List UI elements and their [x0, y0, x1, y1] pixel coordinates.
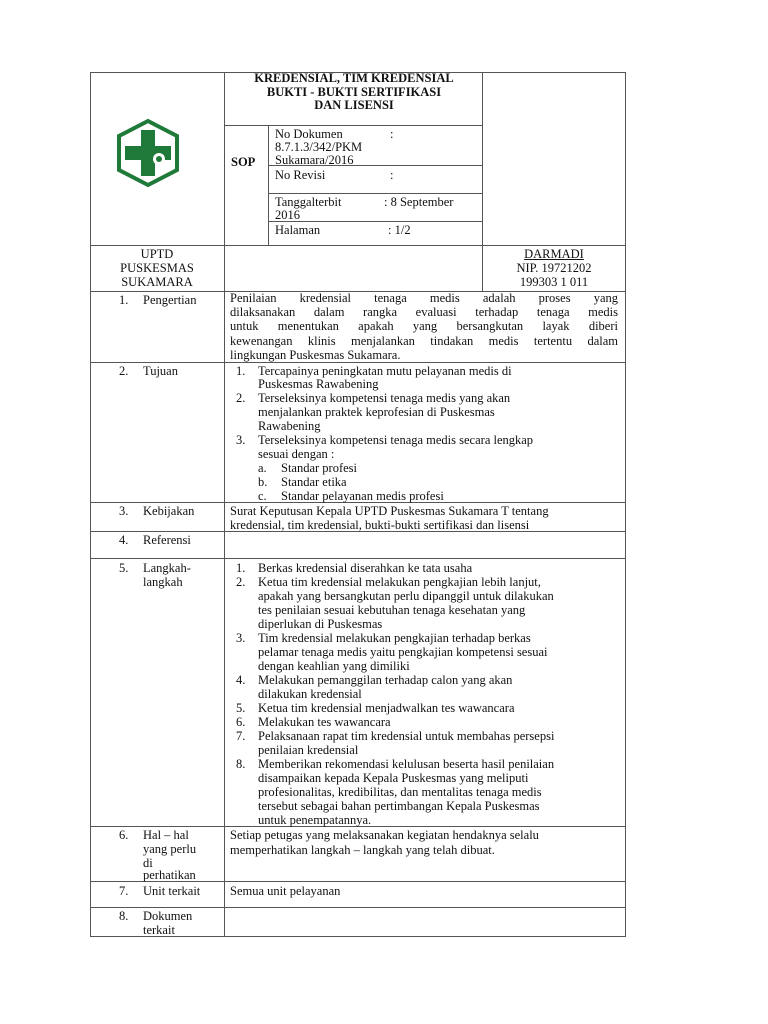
- header-divider: [268, 221, 482, 222]
- kebijakan-text: Surat Keputusan Kepala UPTD Puskesmas Sukamara T tentang: [230, 504, 549, 518]
- text-line: untuk menentukan apakah yang bersangkutan layak diberi: [230, 319, 618, 334]
- list-item: pelamar tenaga medis yaitu pengkajian kompetensi sesuai: [258, 645, 548, 659]
- revisi-label: No Revisi: [275, 168, 326, 182]
- body-divider: [90, 558, 626, 559]
- list-item: Berkas kredensial diserahkan ke tata usaha: [258, 561, 473, 575]
- doc-no-value: 8.7.1.3/342/PKM: [275, 140, 363, 154]
- list-number: 3.: [236, 631, 246, 645]
- sublist-item: Standar etika: [281, 475, 347, 489]
- org-name: UPTD: [140, 247, 174, 261]
- revisi-colon: :: [390, 168, 394, 182]
- section-number: 3.: [119, 504, 129, 518]
- kebijakan-text: kredensial, tim kredensial, bukti-bukti sertifikasi dan lisensi: [230, 518, 530, 532]
- header-divider: [268, 125, 269, 245]
- signer-nip: NIP. 19721202: [516, 261, 592, 275]
- list-number: 1.: [236, 364, 246, 378]
- list-number: 7.: [236, 729, 246, 743]
- list-item: penilaian kredensial: [258, 743, 359, 757]
- list-item: dilakukan kredensial: [258, 687, 362, 701]
- hal-text: Setiap petugas yang melaksanakan kegiatan hendaknya selalu: [230, 828, 539, 842]
- list-item: Melakukan tes wawancara: [258, 715, 391, 729]
- list-item: diperlukan di Puskesmas: [258, 617, 383, 631]
- section-label: Pengertian: [143, 293, 197, 307]
- doc-no-label: No Dokumen: [275, 127, 343, 141]
- section-label: Dokumen: [143, 909, 193, 923]
- org-name: PUSKESMAS: [120, 261, 194, 275]
- list-number: 5.: [236, 701, 246, 715]
- list-item: Puskesmas Rawabening: [258, 377, 379, 391]
- list-number: 4.: [236, 673, 246, 687]
- sublist-item: Standar profesi: [281, 461, 358, 475]
- list-number: 8.: [236, 757, 246, 771]
- section-number: 1.: [119, 293, 129, 307]
- terbit-label: Tanggalterbit: [275, 195, 342, 209]
- doc-no-colon: :: [390, 127, 394, 141]
- header-divider: [224, 72, 225, 292]
- list-number: 1.: [236, 561, 246, 575]
- text-line: kewenangan klinis menjalankan tindakan medis tertentu dalam: [230, 333, 618, 348]
- body-divider: [224, 291, 225, 937]
- unit-text: Semua unit pelayanan: [230, 884, 341, 898]
- section-number: 2.: [119, 364, 129, 378]
- terbit-value: : 8 September: [384, 195, 454, 209]
- section-label: Tujuan: [143, 364, 178, 378]
- doc-no-value: Sukamara/2016: [275, 153, 354, 167]
- list-item: tersebut sebagai bahan pertimbangan Kepala Puskesmas: [258, 799, 540, 813]
- list-item: sesuai dengan :: [258, 447, 335, 461]
- halaman-value: : 1/2: [388, 223, 411, 237]
- section-label: Unit terkait: [143, 884, 201, 898]
- list-item: untuk penempatannya.: [258, 813, 372, 827]
- puskesmas-logo: [115, 118, 181, 188]
- halaman-label: Halaman: [275, 223, 321, 237]
- section-number: 8.: [119, 909, 129, 923]
- title-line: KREDENSIAL, TIM KREDENSIAL: [254, 71, 454, 85]
- list-item: dengan keahlian yang dimiliki: [258, 659, 410, 673]
- list-item: Terseleksinya kompetensi tenaga medis secara lengkap: [258, 433, 534, 447]
- section-number: 7.: [119, 884, 129, 898]
- section-number: 4.: [119, 533, 129, 547]
- signer-name: DARMADI: [524, 247, 584, 261]
- list-item: apakah yang bersangkutan perlu dipanggil untuk dilakukan: [258, 589, 554, 603]
- pengertian-text: [230, 291, 618, 362]
- list-item: Pelaksanaan rapat tim kredensial untuk membahas persepsi: [258, 729, 555, 743]
- header-divider: [268, 193, 482, 194]
- list-number: 3.: [236, 433, 246, 447]
- section-label: langkah: [143, 575, 183, 589]
- section-label: Langkah-: [143, 561, 191, 575]
- section-number: 6.: [119, 828, 129, 842]
- list-item: menjalankan praktek keprofesian di Puskesmas: [258, 405, 495, 419]
- list-number: 6.: [236, 715, 246, 729]
- sublist-item: Standar pelayanan medis profesi: [281, 489, 444, 503]
- sublist-letter: b.: [258, 475, 268, 489]
- sop-label: SOP: [231, 155, 256, 169]
- section-label: Hal – hal: [143, 828, 189, 842]
- list-item: tes penilaian sesuai kebutuhan tenaga kesehatan yang: [258, 603, 526, 617]
- text-line: dilaksanakan dalam rangka evaluasi terhadap tenaga medis: [230, 305, 618, 320]
- sublist-letter: c.: [258, 489, 267, 503]
- section-label: yang perlu: [143, 842, 197, 856]
- org-name: SUKAMARA: [121, 275, 193, 289]
- list-item: Terseleksinya kompetensi tenaga medis yang akan: [258, 391, 511, 405]
- list-number: 2.: [236, 391, 246, 405]
- list-item: Rawabening: [258, 419, 321, 433]
- text-line: Penilaian kredensial tenaga medis adalah proses yang: [230, 291, 618, 305]
- section-label: perhatikan: [143, 868, 196, 882]
- list-item: disampaikan kepada Kepala Puskesmas yang meliputi: [258, 771, 529, 785]
- text-line: lingkungan Puskesmas Sukamara.: [230, 347, 401, 362]
- header-divider: [224, 125, 482, 126]
- list-item: profesionalitas, kredibilitas, dan mentalitas tenaga medis: [258, 785, 542, 799]
- body-divider: [90, 907, 626, 908]
- section-label: terkait: [143, 923, 175, 937]
- list-number: 2.: [236, 575, 246, 589]
- signer-nip: 199303 1 011: [519, 275, 589, 289]
- body-divider: [90, 362, 626, 363]
- list-item: Tim kredensial melakukan pengkajian terhadap berkas: [258, 631, 531, 645]
- list-item: Melakukan pemanggilan terhadap calon yang akan: [258, 673, 513, 687]
- list-item: Memberikan rekomendasi kelulusan beserta hasil penilaian: [258, 757, 555, 771]
- terbit-value: 2016: [275, 208, 300, 222]
- list-item: Ketua tim kredensial menjadwalkan tes wawancara: [258, 701, 515, 715]
- section-label: Kebijakan: [143, 504, 195, 518]
- document-title: [228, 72, 480, 113]
- list-item: Tercapainya peningkatan mutu pelayanan medis di: [258, 364, 512, 378]
- list-item: Ketua tim kredensial melakukan pengkajian lebih lanjut,: [258, 575, 541, 589]
- section-number: 5.: [119, 561, 129, 575]
- title-line: DAN LISENSI: [314, 98, 394, 112]
- sublist-letter: a.: [258, 461, 267, 475]
- section-label: Referensi: [143, 533, 191, 547]
- section-label: di: [143, 856, 153, 870]
- hal-text: memperhatikan langkah – langkah yang telah dibuat.: [230, 843, 495, 857]
- title-line: BUKTI - BUKTI SERTIFIKASI: [266, 84, 442, 99]
- header-divider: [90, 245, 626, 246]
